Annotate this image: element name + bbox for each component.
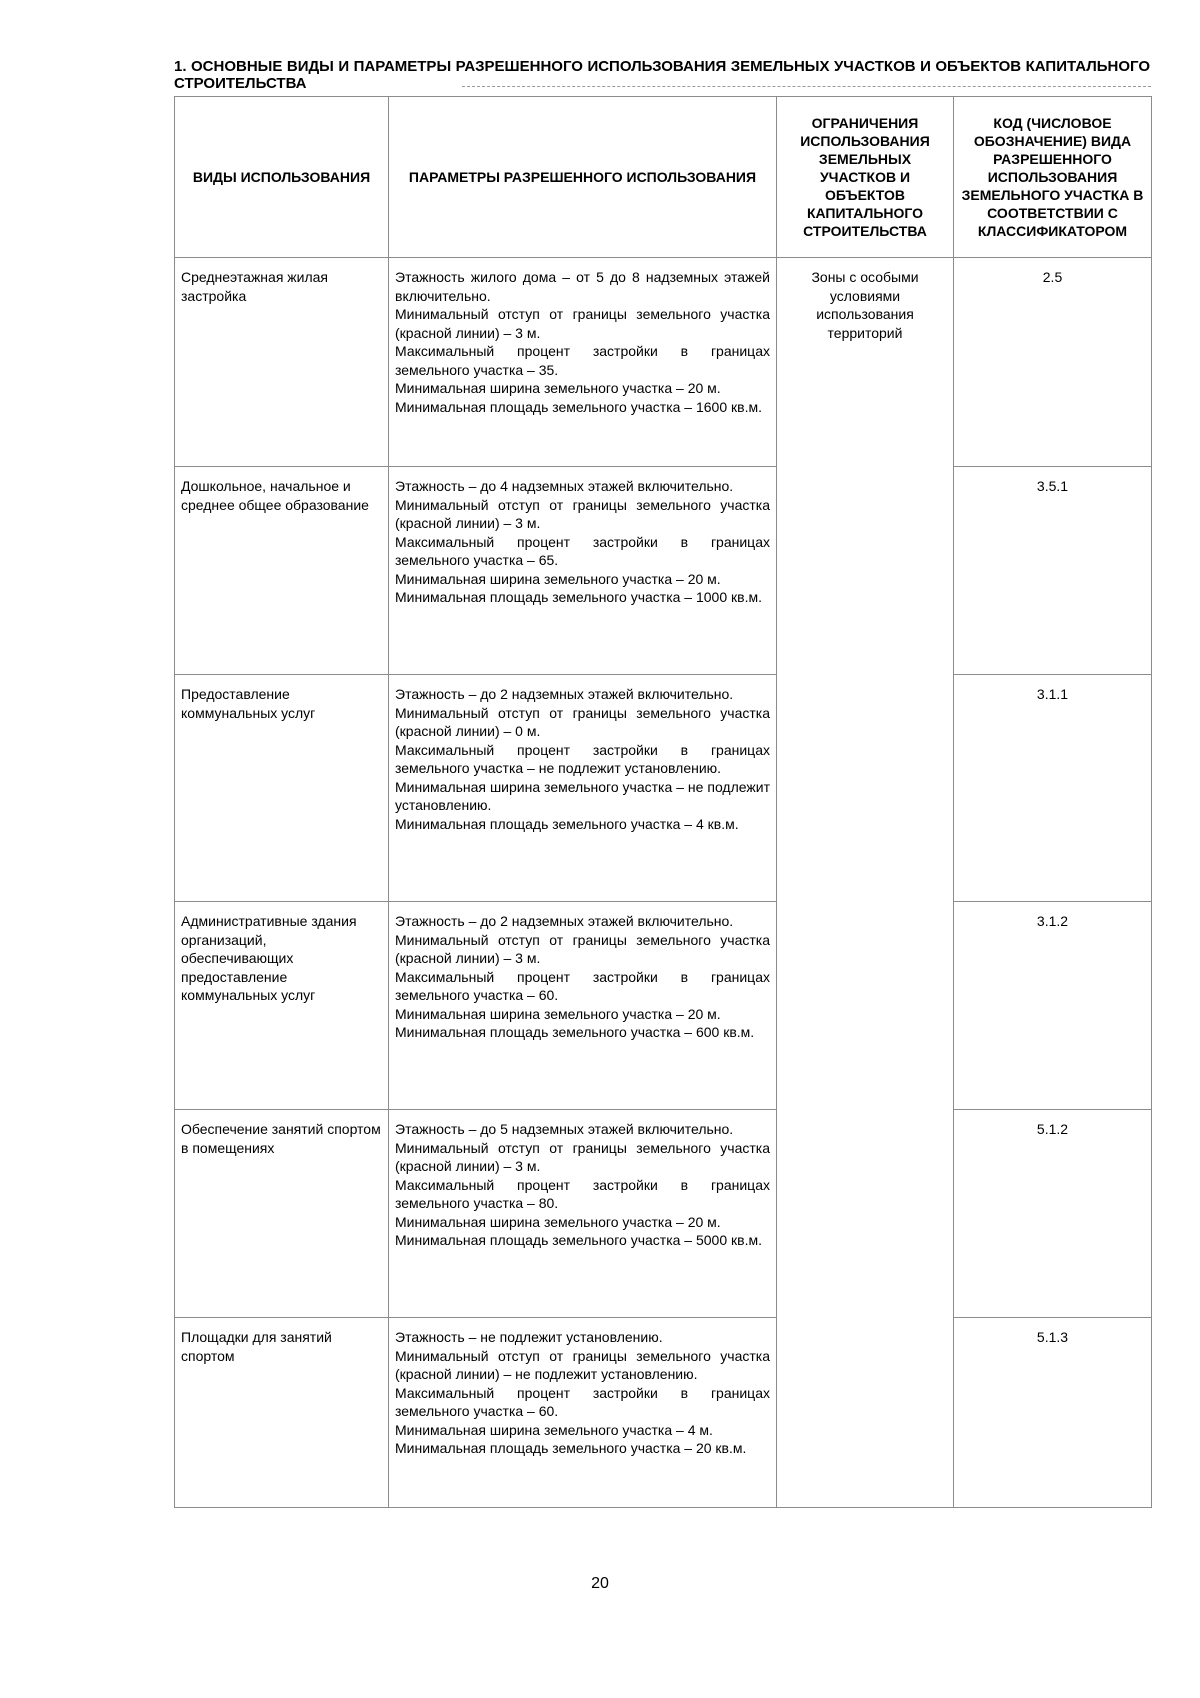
header-restrictions: ОГРАНИЧЕНИЯ ИСПОЛЬЗОВАНИЯ ЗЕМЕЛЬНЫХ УЧАСТКОВ И ОБЪЕКТОВ КАПИТАЛЬНОГО СТРОИТЕЛЬСТВА: [777, 97, 954, 258]
parameter-line: Минимальная ширина земельного участка – 20 м.: [395, 380, 721, 396]
header-usage-type: ВИДЫ ИСПОЛЬЗОВАНИЯ: [175, 97, 389, 258]
usage-type-cell: Обеспечение занятий спортом в помещениях: [175, 1110, 389, 1318]
usage-type-cell: Административные здания организаций, обеспечивающих предоставление коммунальных услуг: [175, 902, 389, 1110]
section-heading: 1. ОСНОВНЫЕ ВИДЫ И ПАРАМЕТРЫ РАЗРЕШЕННОГО ИСПОЛЬЗОВАНИЯ ЗЕМЕЛЬНЫХ УЧАСТКОВ И ОБЪЕКТОВ КАПИТАЛЬНОГО СТРОИТЕЛЬСТВА: [174, 58, 1150, 92]
parameter-line: Максимальный процент застройки в границах земельного участка – 65.: [395, 533, 770, 568]
usage-type-cell: Среднеэтажная жилая застройка: [175, 258, 389, 467]
parameters-cell: [389, 1318, 777, 1508]
parameter-line: Минимальная площадь земельного участка – 20 кв.м.: [395, 1440, 747, 1456]
parameter-line: Этажность жилого дома – от 5 до 8 надземных этажей включительно.: [395, 269, 770, 304]
parameter-line: Этажность – до 2 надземных этажей включительно.: [395, 686, 734, 702]
parameter-line: Минимальная площадь земельного участка – 5000 кв.м.: [395, 1232, 762, 1248]
parameter-line: Минимальный отступ от границы земельного участка (красной линии) – 3 м.: [395, 496, 770, 531]
header-classifier-code: КОД (ЧИСЛОВОЕ ОБОЗНАЧЕНИЕ) ВИДА РАЗРЕШЕННОГО ИСПОЛЬЗОВАНИЯ ЗЕМЕЛЬНОГО УЧАСТКА В СООТВЕТСТВИИ С КЛАССИФИКАТОРОМ: [954, 97, 1152, 258]
table-row: [175, 1110, 1152, 1318]
parameters-cell: [389, 1110, 777, 1318]
page-number: 20: [591, 1575, 609, 1592]
parameter-line: Этажность – до 4 надземных этажей включительно.: [395, 478, 734, 494]
parameter-line: Минимальная площадь земельного участка – 1000 кв.м.: [395, 589, 762, 605]
parameter-line: Минимальный отступ от границы земельного участка (красной линии) – 0 м.: [395, 704, 770, 739]
heading-dashed-rule: [462, 86, 1151, 87]
parameter-line: Минимальная площадь земельного участка – 4 кв.м.: [395, 815, 739, 832]
parameter-line: Минимальная площадь земельного участка – 1600 кв.м.: [395, 398, 762, 415]
table-row: [175, 675, 1152, 902]
parameter-line: Максимальный процент застройки в границах земельного участка – 60.: [395, 1384, 770, 1419]
parameter-line: Минимальный отступ от границы земельного участка (красной линии) – не подлежит установлению.: [395, 1347, 770, 1382]
table-row: [175, 902, 1152, 1110]
land-use-table: [174, 96, 1152, 1508]
header-parameters: ПАРАМЕТРЫ РАЗРЕШЕННОГО ИСПОЛЬЗОВАНИЯ: [389, 97, 777, 258]
usage-type-cell: Предоставление коммунальных услуг: [175, 675, 389, 902]
parameter-line: Этажность – до 5 надземных этажей включительно.: [395, 1121, 734, 1137]
classifier-code-cell: 3.1.2: [954, 902, 1152, 1110]
parameters-cell: [389, 467, 777, 675]
parameters-cell: [389, 258, 777, 467]
table-row: [175, 258, 1152, 467]
parameter-line: Минимальная площадь земельного участка – 600 кв.м.: [395, 1024, 755, 1040]
parameter-line: Минимальный отступ от границы земельного участка (красной линии) – 3 м.: [395, 1139, 770, 1174]
parameter-line: Минимальный отступ от границы земельного участка (красной линии) – 3 м.: [395, 931, 770, 966]
parameter-line: Минимальная ширина земельного участка – 4 м.: [395, 1421, 713, 1438]
parameter-line: Максимальный процент застройки в границах земельного участка – 60.: [395, 968, 770, 1003]
parameter-line: Максимальный процент застройки в границах земельного участка – 80.: [395, 1176, 770, 1211]
parameter-line: Минимальная ширина земельного участка – 20 м.: [395, 1213, 721, 1230]
parameter-line: Минимальный отступ от границы земельного участка (красной линии) – 3 м.: [395, 306, 770, 341]
table-row: [175, 467, 1152, 675]
table-header-row: [175, 97, 1152, 258]
parameters-cell: [389, 902, 777, 1110]
usage-type-cell: Дошкольное, начальное и среднее общее образование: [175, 467, 389, 675]
table-row: [175, 1318, 1152, 1508]
parameter-line: Максимальный процент застройки в границах земельного участка – 35.: [395, 343, 770, 378]
parameter-line: Минимальная ширина земельного участка – не подлежит установлению.: [395, 778, 770, 813]
parameter-line: Минимальная ширина земельного участка – 20 м.: [395, 1005, 721, 1022]
parameter-line: Максимальный процент застройки в границах земельного участка – не подлежит установлению.: [395, 741, 770, 776]
restrictions-cell: Зоны с особыми условиями использования территорий: [777, 258, 954, 1508]
usage-type-cell: Площадки для занятий спортом: [175, 1318, 389, 1508]
classifier-code-cell: 3.1.1: [954, 675, 1152, 902]
classifier-code-cell: 2.5: [954, 258, 1152, 467]
classifier-code-cell: 5.1.3: [954, 1318, 1152, 1508]
classifier-code-cell: 3.5.1: [954, 467, 1152, 675]
classifier-code-cell: 5.1.2: [954, 1110, 1152, 1318]
parameter-line: Минимальная ширина земельного участка – 20 м.: [395, 570, 721, 587]
parameter-line: Этажность – не подлежит установлению.: [395, 1329, 663, 1345]
parameter-line: Этажность – до 2 надземных этажей включительно.: [395, 913, 734, 929]
parameters-cell: [389, 675, 777, 902]
